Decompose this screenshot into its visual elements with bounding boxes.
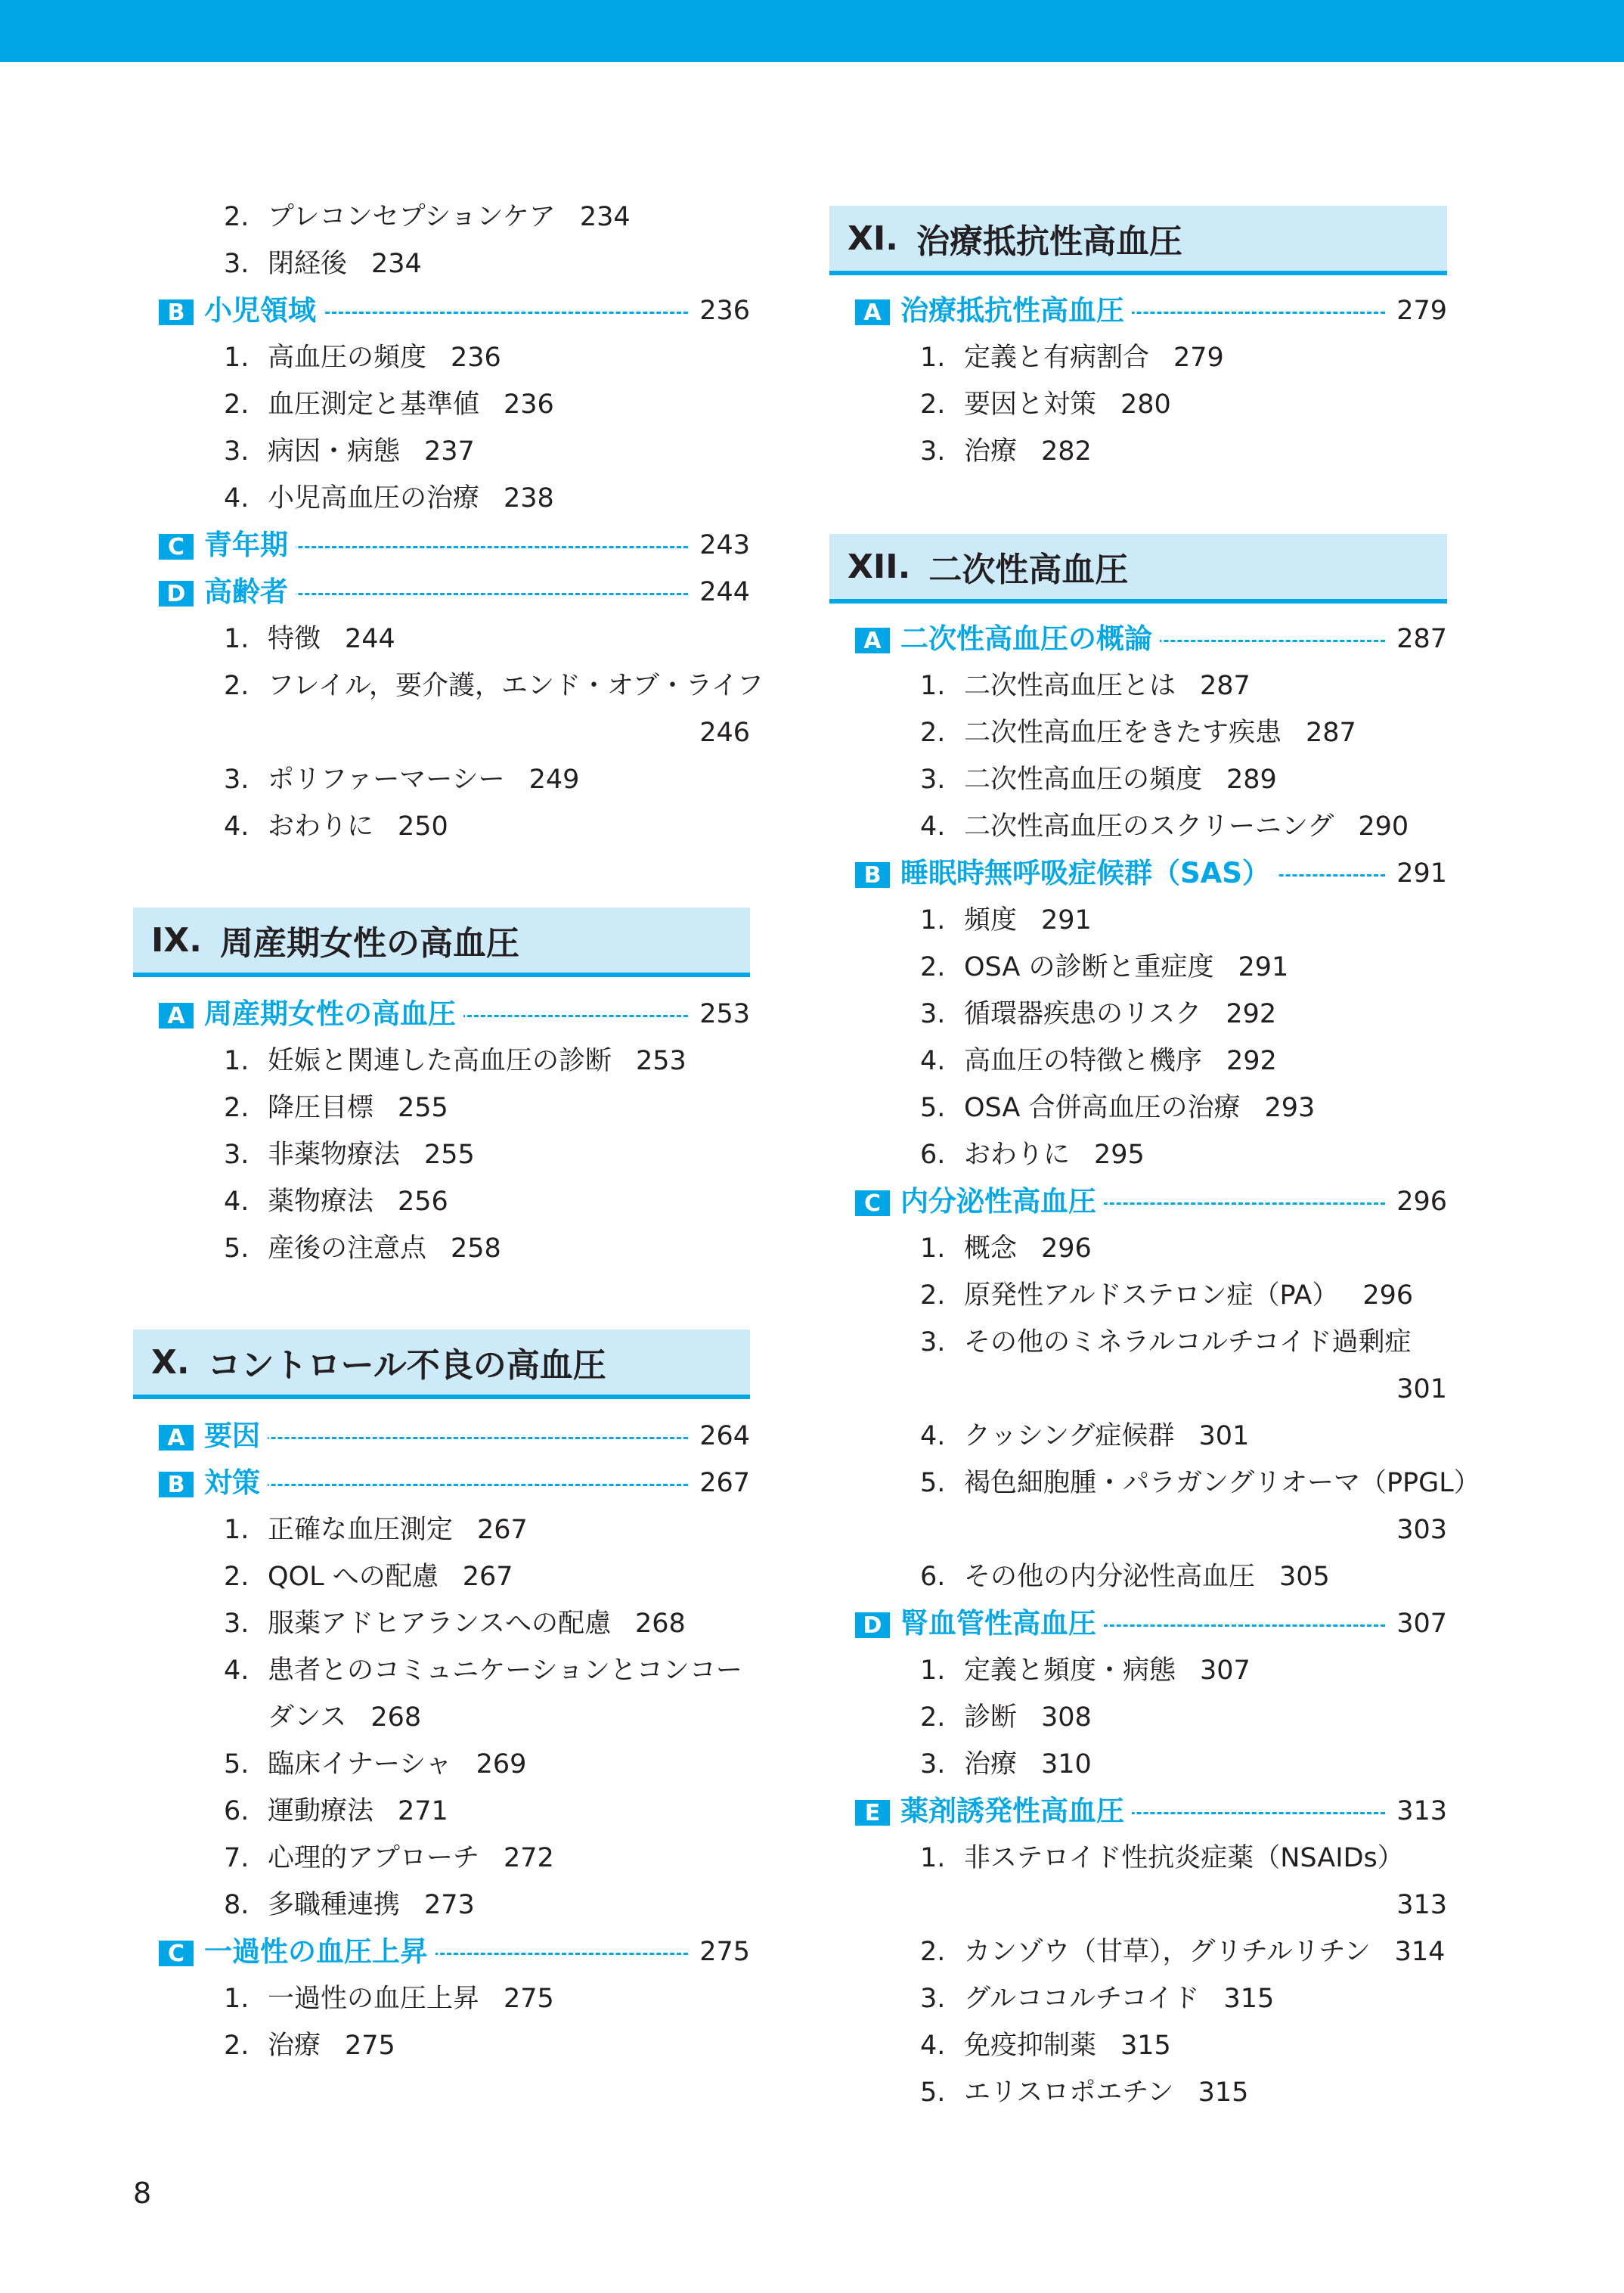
subsection-badge: B (159, 299, 194, 325)
item-number: 2. (224, 671, 249, 701)
item-title: 服薬アドヒアランスへの配慮 (268, 1609, 611, 1639)
item-number: 6. (224, 1796, 249, 1826)
item-page: 292 (1226, 999, 1277, 1029)
toc-item-continuation (829, 1882, 1447, 1928)
toc-item[interactable] (829, 803, 1447, 850)
item-page: 268 (634, 1609, 686, 1639)
subsection-ix-a[interactable] (133, 991, 750, 1038)
toc-item[interactable] (829, 1038, 1447, 1084)
section-header-xii[interactable] (829, 534, 1447, 604)
item-number: 4. (224, 1187, 249, 1217)
toc-item[interactable] (829, 334, 1447, 381)
item-page: 255 (424, 1140, 475, 1170)
subsection-title: 小児領域 (204, 293, 324, 328)
subsection-page: 264 (699, 1421, 750, 1451)
item-title: 頻度 (964, 905, 1018, 936)
item-title: 薬物療法 (268, 1187, 374, 1217)
section-title: 治療抵抗性高血圧 (916, 222, 1183, 261)
item-page: 315 (1198, 2077, 1249, 2108)
item-number: 3. (224, 765, 249, 795)
section-title: 二次性高血圧 (928, 551, 1129, 589)
item-page: 315 (1120, 2031, 1171, 2061)
subsection-page: 307 (1396, 1609, 1447, 1639)
section-header-x[interactable] (133, 1330, 750, 1399)
item-number: 5. (224, 1233, 249, 1264)
toc-item[interactable] (133, 1178, 750, 1225)
subsection-page: 243 (699, 530, 750, 560)
item-number: 1. (920, 1655, 946, 1686)
toc-item-continuation (133, 1694, 750, 1741)
item-title: 診断 (964, 1702, 1018, 1733)
item-page: 310 (1041, 1749, 1092, 1779)
item-title: その他のミネラルコルチコイド過剰症 (964, 1327, 1412, 1357)
item-title: 特徴 (268, 624, 321, 654)
section-header-xi[interactable] (829, 206, 1447, 275)
toc-item[interactable] (829, 1413, 1447, 1460)
item-title: 血圧測定と基準値 (268, 389, 480, 420)
item-page: 301 (1198, 1421, 1250, 1451)
item-page: 273 (424, 1890, 475, 1920)
toc-item[interactable] (133, 1882, 750, 1928)
subsection-title: 青年期 (204, 528, 296, 563)
leader-dots (224, 1484, 688, 1486)
item-page: 293 (1264, 1093, 1316, 1123)
toc-item[interactable] (829, 1975, 1447, 2022)
toc-item[interactable] (829, 1272, 1447, 1319)
item-number: 1. (224, 1984, 249, 2014)
item-page: 234 (371, 249, 422, 279)
item-page: 246 (699, 718, 750, 748)
toc-item[interactable] (829, 1319, 1447, 1366)
item-number: 4. (920, 1421, 946, 1451)
item-title: 循環器疾患のリスク (964, 999, 1202, 1029)
item-number: 3. (224, 1609, 249, 1639)
item-page: 275 (504, 1984, 554, 2014)
item-number: 5. (920, 1468, 946, 1498)
subsection-badge: D (855, 1612, 890, 1638)
item-number: 4. (920, 1046, 946, 1076)
toc-item[interactable] (829, 1084, 1447, 1131)
subsection-title: 周産期女性の高血圧 (204, 997, 463, 1032)
subsection-title: 治療抵抗性高血圧 (900, 293, 1132, 328)
subsection-title: 腎血管性高血圧 (900, 1606, 1104, 1641)
item-number: 7. (224, 1843, 249, 1873)
item-title: 心理的アプローチ (268, 1843, 480, 1873)
toc-item[interactable] (133, 240, 750, 287)
top-color-bar (0, 0, 1624, 62)
toc-item[interactable] (133, 1131, 750, 1178)
item-title: 二次性高血圧とは (964, 671, 1176, 701)
item-page: 296 (1362, 1280, 1414, 1311)
item-title: 治療 (964, 1749, 1018, 1779)
subsection-page: 287 (1396, 624, 1447, 654)
subsection-badge: A (159, 1425, 194, 1451)
toc-item[interactable] (829, 756, 1447, 803)
toc-item[interactable] (829, 1225, 1447, 1272)
item-title: 患者とのコミュニケーションとコンコー (268, 1655, 742, 1686)
item-number: 2. (920, 1937, 946, 1967)
toc-item[interactable] (133, 194, 750, 240)
item-page: 244 (345, 624, 395, 654)
subsection-title: 要因 (204, 1419, 268, 1454)
item-title: フレイル，要介護，エンド・オブ・ライフ (268, 671, 764, 701)
section-number: XI. (848, 219, 899, 258)
item-page: 295 (1094, 1140, 1145, 1170)
item-title: おわりに (268, 811, 374, 842)
subsection-badge: D (159, 581, 194, 607)
item-page: 315 (1223, 1984, 1275, 2014)
item-page: 255 (398, 1093, 448, 1123)
section-header-ix[interactable] (133, 908, 750, 977)
toc-item[interactable] (133, 1506, 750, 1553)
item-title: 病因・病態 (268, 436, 401, 467)
item-page: 287 (1200, 671, 1251, 701)
item-page: 253 (636, 1046, 686, 1076)
item-page: 303 (1396, 1515, 1447, 1545)
item-title: 二次性高血圧のスクリーニング (964, 811, 1334, 842)
subsection-page: 244 (699, 577, 750, 607)
item-number: 4. (224, 811, 249, 842)
subsection-badge: B (855, 862, 890, 888)
page-number: 8 (133, 2177, 152, 2210)
item-number: 4. (920, 811, 946, 842)
subsection-title: 対策 (204, 1466, 268, 1500)
item-title: プレコンセプションケア (268, 202, 556, 232)
item-title: その他の内分泌性高血圧 (964, 1562, 1256, 1592)
item-title: 高血圧の頻度 (268, 343, 427, 373)
item-number: 6. (920, 1140, 946, 1170)
item-title: 運動療法 (268, 1796, 374, 1826)
item-title: 妊娠と関連した高血圧の診断 (268, 1046, 612, 1076)
item-page: 291 (1238, 952, 1289, 982)
item-title: 臨床イナーシャ (268, 1749, 452, 1779)
subsection-xii-c[interactable] (829, 1178, 1447, 1225)
item-number: 1. (920, 1233, 946, 1264)
item-title: 産後の注意点 (268, 1233, 427, 1264)
subsection-badge: C (855, 1190, 890, 1216)
subsection-page: 275 (699, 1937, 750, 1967)
item-title: 多職種連携 (268, 1890, 401, 1920)
subsection-b-pediatric[interactable] (133, 287, 750, 334)
item-number: 2. (920, 952, 946, 982)
item-title: OSA の診断と重症度 (964, 952, 1214, 982)
subsection-xii-d[interactable] (829, 1600, 1447, 1647)
item-number: 5. (224, 1749, 249, 1779)
toc-item[interactable] (133, 756, 750, 803)
toc-item[interactable] (829, 2022, 1447, 2069)
item-page: 275 (345, 2031, 395, 2061)
toc-item[interactable] (829, 1741, 1447, 1788)
item-title: 二次性高血圧の頻度 (964, 765, 1203, 795)
item-page: 237 (424, 436, 475, 467)
item-title-continued: ダンス (268, 1702, 347, 1733)
subsection-title: 二次性高血圧の概論 (900, 622, 1160, 656)
item-page: 267 (477, 1515, 528, 1545)
toc-item[interactable] (133, 428, 750, 475)
item-title: 非薬物療法 (268, 1140, 401, 1170)
subsection-d-elderly[interactable] (133, 569, 750, 616)
item-title: 閉経後 (268, 249, 348, 279)
item-page: 308 (1041, 1702, 1092, 1733)
item-page: 268 (370, 1702, 422, 1733)
item-number: 1. (224, 624, 249, 654)
toc-item[interactable] (133, 1975, 750, 2022)
subsection-x-c[interactable] (133, 1928, 750, 1975)
toc-item[interactable] (133, 1225, 750, 1272)
subsection-xii-b[interactable] (829, 850, 1447, 897)
toc-item[interactable] (133, 475, 750, 522)
subsection-badge: A (159, 1003, 194, 1029)
toc-item[interactable] (829, 1647, 1447, 1694)
item-title: 非ステロイド性抗炎症薬（NSAIDs） (964, 1843, 1404, 1873)
item-page: 282 (1041, 436, 1092, 467)
item-number: 3. (920, 999, 946, 1029)
item-title: 褐色細胞腫・パラガングリオーマ（PPGL） (964, 1468, 1480, 1498)
item-title: おわりに (964, 1140, 1071, 1170)
subsection-badge: B (159, 1472, 194, 1497)
toc-item[interactable] (829, 381, 1447, 428)
item-title: 一過性の血圧上昇 (268, 1984, 480, 2014)
item-number: 3. (920, 1984, 946, 2014)
item-page: 292 (1226, 1046, 1277, 1076)
toc-item[interactable] (133, 2022, 750, 2069)
item-number: 2. (224, 1093, 249, 1123)
item-title: エリスロポエチン (964, 2077, 1174, 2108)
item-number: 2. (920, 718, 946, 748)
subsection-page: 236 (699, 296, 750, 326)
item-page: 269 (476, 1749, 527, 1779)
item-number: 3. (920, 436, 946, 467)
item-title: 免疫抑制薬 (964, 2031, 1097, 2061)
subsection-x-b[interactable] (133, 1460, 750, 1506)
item-page: 256 (398, 1187, 448, 1217)
item-page: 236 (504, 389, 554, 420)
item-title: OSA 合併高血圧の治療 (964, 1093, 1241, 1123)
subsection-x-a[interactable] (133, 1413, 750, 1460)
toc-item[interactable] (133, 381, 750, 428)
toc-item[interactable] (133, 334, 750, 381)
item-page: 238 (504, 483, 554, 514)
toc-item[interactable] (829, 1835, 1447, 1882)
item-page: 301 (1396, 1374, 1447, 1404)
toc-item[interactable] (133, 616, 750, 662)
subsection-title: 内分泌性高血圧 (900, 1184, 1104, 1219)
item-page: 289 (1226, 765, 1277, 795)
toc-item[interactable] (133, 1788, 750, 1835)
item-page: 313 (1396, 1890, 1447, 1920)
subsection-badge: E (855, 1800, 890, 1826)
toc-item[interactable] (829, 1460, 1480, 1506)
item-number: 4. (224, 1655, 249, 1686)
item-title: 定義と有病割合 (964, 343, 1150, 373)
item-number: 1. (920, 1843, 946, 1873)
item-page: 280 (1120, 389, 1171, 420)
toc-item[interactable] (829, 991, 1447, 1038)
item-number: 3. (920, 1327, 946, 1357)
item-page: 290 (1358, 811, 1409, 842)
item-number: 3. (920, 765, 946, 795)
item-page: 305 (1279, 1562, 1330, 1592)
item-page: 236 (451, 343, 501, 373)
toc-item[interactable] (133, 803, 750, 850)
item-number: 2. (224, 2031, 249, 2061)
subsection-title: 薬剤誘発性高血圧 (900, 1794, 1132, 1829)
subsection-xii-a[interactable] (829, 616, 1447, 662)
item-title: 降圧目標 (268, 1093, 374, 1123)
section-number: XII. (848, 547, 911, 586)
item-number: 5. (920, 2077, 946, 2108)
item-number: 2. (224, 1562, 249, 1592)
subsection-page: 267 (699, 1468, 750, 1498)
section-number: IX. (151, 920, 203, 960)
item-number: 1. (920, 905, 946, 936)
subsection-page: 253 (699, 999, 750, 1029)
subsection-title: 睡眠時無呼吸症候群（SAS） (900, 856, 1278, 891)
toc-item[interactable] (829, 944, 1447, 991)
subsection-xii-e[interactable] (829, 1788, 1447, 1835)
item-title: 原発性アルドステロン症（PA） (964, 1280, 1339, 1311)
subsection-page: 279 (1396, 296, 1447, 326)
item-number: 2. (224, 389, 249, 420)
item-title: クッシング症候群 (964, 1421, 1175, 1451)
item-number: 3. (224, 436, 249, 467)
item-page: 291 (1041, 905, 1092, 936)
item-page: 287 (1306, 718, 1356, 748)
item-page: 271 (398, 1796, 448, 1826)
item-number: 1. (224, 1515, 249, 1545)
subsection-xi-a[interactable] (829, 287, 1447, 334)
item-number: 3. (224, 249, 249, 279)
item-number: 5. (920, 1093, 946, 1123)
leader-dots (224, 1437, 688, 1439)
section-title: コントロール不良の高血圧 (207, 1346, 606, 1385)
subsection-badge: C (159, 1941, 194, 1966)
toc-item[interactable] (829, 897, 1447, 944)
item-title: カンゾウ（甘草），グリチルリチン (964, 1937, 1371, 1967)
subsection-page: 296 (1396, 1187, 1447, 1217)
item-number: 4. (920, 2031, 946, 2061)
item-title: 概念 (964, 1233, 1018, 1264)
item-page: 234 (579, 202, 631, 232)
item-page: 267 (462, 1562, 513, 1592)
subsection-page: 291 (1396, 858, 1447, 889)
item-title: グルココルチコイド (964, 1984, 1200, 2014)
toc-item[interactable] (133, 1084, 750, 1131)
item-title: 要因と対策 (964, 389, 1097, 420)
toc-item[interactable] (829, 2069, 1447, 2116)
item-page: 307 (1200, 1655, 1251, 1686)
toc-item-continuation (829, 1366, 1447, 1413)
item-page: 314 (1394, 1937, 1446, 1967)
item-title: ポリファーマーシー (268, 765, 505, 795)
subsection-badge: C (159, 534, 194, 560)
toc-item[interactable] (133, 1553, 750, 1600)
item-page: 249 (528, 765, 580, 795)
item-number: 2. (920, 389, 946, 420)
item-title: 定義と頻度・病態 (964, 1655, 1176, 1686)
item-number: 1. (224, 343, 249, 373)
item-page: 296 (1041, 1233, 1092, 1264)
subsection-badge: A (855, 628, 890, 653)
toc-item[interactable] (133, 1835, 750, 1882)
toc-item[interactable] (829, 428, 1447, 475)
item-number: 3. (920, 1749, 946, 1779)
toc-item[interactable] (829, 662, 1447, 709)
item-title: 治療 (964, 436, 1018, 467)
subsection-c-adolescence[interactable] (133, 522, 750, 569)
item-number: 2. (224, 202, 249, 232)
item-page: 258 (451, 1233, 501, 1264)
toc-item[interactable] (133, 1600, 750, 1647)
item-title: 二次性高血圧をきたす疾患 (964, 718, 1282, 748)
toc-item[interactable] (829, 1694, 1447, 1741)
item-number: 4. (224, 483, 249, 514)
item-number: 6. (920, 1562, 946, 1592)
section-title: 周産期女性の高血圧 (220, 924, 520, 963)
item-number: 1. (224, 1046, 249, 1076)
item-page: 279 (1173, 343, 1224, 373)
item-number: 8. (224, 1890, 249, 1920)
item-title: 正確な血圧測定 (268, 1515, 454, 1545)
item-number: 1. (920, 671, 946, 701)
toc-item[interactable] (133, 662, 764, 709)
toc-item[interactable] (133, 1741, 750, 1788)
item-number: 2. (920, 1702, 946, 1733)
toc-item-continuation (829, 1506, 1447, 1553)
section-number: X. (151, 1342, 190, 1382)
toc-item-continuation (133, 709, 750, 756)
item-number: 1. (920, 343, 946, 373)
toc-item[interactable] (829, 1928, 1447, 1975)
toc-item[interactable] (829, 709, 1447, 756)
subsection-title: 高齢者 (204, 575, 296, 610)
item-title: 小児高血圧の治療 (268, 483, 480, 514)
toc-item[interactable] (133, 1647, 750, 1694)
toc-item[interactable] (829, 1131, 1447, 1178)
item-number: 2. (920, 1280, 946, 1311)
toc-item[interactable] (133, 1038, 750, 1084)
item-page: 272 (504, 1843, 554, 1873)
subsection-page: 313 (1396, 1796, 1447, 1826)
subsection-title: 一過性の血圧上昇 (204, 1935, 435, 1969)
subsection-badge: A (855, 299, 890, 325)
toc-item[interactable] (829, 1553, 1447, 1600)
item-title: 治療 (268, 2031, 321, 2061)
item-number: 3. (224, 1140, 249, 1170)
item-page: 250 (398, 811, 448, 842)
item-title: QOL への配慮 (268, 1562, 439, 1592)
item-title: 高血圧の特徴と機序 (964, 1046, 1203, 1076)
